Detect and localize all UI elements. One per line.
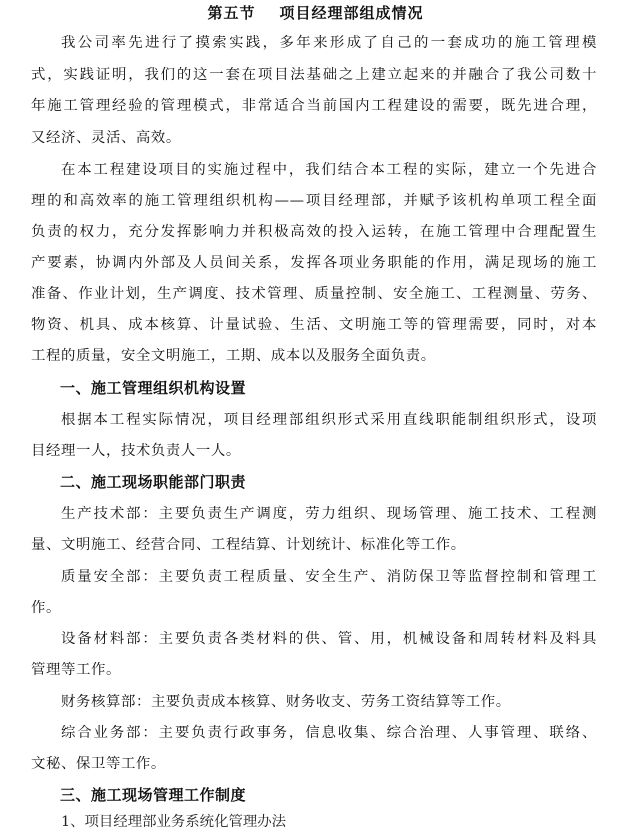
paragraph-line: 文秘、保卫等工作。 — [31, 756, 166, 772]
paragraph-line: 质量安全部：主要负责工程质量、安全生产、消防保卫等监督控制和管理工 — [61, 569, 597, 585]
paragraph-line: 1、项目经理部业务系统化管理办法 — [61, 814, 287, 830]
paragraph-line: 综合业务部：主要负责行政事务，信息收集、综合治理、人事管理、联络、 — [61, 725, 597, 741]
paragraph-line: 理的和高效率的施工管理组织机构——项目经理部，并赋予该机构单项工程全面 — [31, 193, 597, 209]
cut-off-line — [31, 812, 431, 830]
paragraph-line: 根据本工程实际情况，项目经理部组织形式采用直线职能制组织形式，设项 — [61, 412, 597, 428]
paragraph-line: 在本工程建设项目的实施过程中，我们结合本工程的实际，建立一个先进合 — [61, 162, 597, 178]
paragraph-line: 量、文明施工、经营合同、工程结算、计划统计、标准化等工作。 — [31, 537, 466, 553]
paragraph-line: 管理等工作。 — [31, 662, 121, 678]
paragraph-line: 我公司率先进行了摸索实践，多年来形成了自己的一套成功的施工管理模 — [61, 35, 597, 51]
paragraph-line: 物资、机具、成本核算、计量试验、生活、文明施工等的管理需要，同时，对本 — [31, 317, 597, 333]
section-name: 项目经理部组成情况 — [279, 4, 424, 22]
paragraph-line: 工程的质量，安全文明施工，工期、成本以及服务全面负责。 — [31, 348, 436, 364]
paragraph-line: 产要素，协调内外部及人员间关系，发挥各项业务职能的作用，满足现场的施工 — [31, 255, 597, 271]
section-heading: 三、施工现场管理工作制度 — [60, 786, 247, 804]
paragraph-line: 作。 — [31, 600, 61, 616]
page-title — [0, 2, 631, 23]
paragraph-line: 财务核算部：主要负责成本核算、财务收支、劳务工资结算等工作。 — [61, 694, 511, 710]
section-heading: 一、施工管理组织机构设置 — [60, 379, 247, 397]
paragraph-line: 设备材料部：主要负责各类材料的供、管、用，机械设备和周转材料及料具 — [61, 631, 597, 647]
paragraph-line: 生产技术部：主要负责生产调度，劳力组织、现场管理、施工技术、工程测 — [61, 506, 597, 522]
paragraph-line: 式，实践证明，我们的这一套在项目法基础之上建立起来的并融合了我公司数十 — [31, 67, 597, 83]
paragraph-line: 又经济、灵活、高效。 — [31, 130, 181, 146]
paragraph-line: 准备、作业计划，生产调度、技术管理、质量控制、安全施工、工程测量、劳务、 — [31, 286, 597, 302]
paragraph-line: 负责的权力，充分发挥影响力并积极高效的投入运转，在施工管理中合理配置生 — [31, 224, 597, 240]
section-number: 第五节 — [207, 4, 256, 22]
paragraph-line: 年施工管理经验的管理模式，非常适合当前国内工程建设的需要，既先进合理， — [31, 98, 597, 114]
section-heading: 二、施工现场职能部门职责 — [60, 473, 247, 491]
paragraph-line: 目经理一人，技术负责人一人。 — [31, 443, 241, 459]
